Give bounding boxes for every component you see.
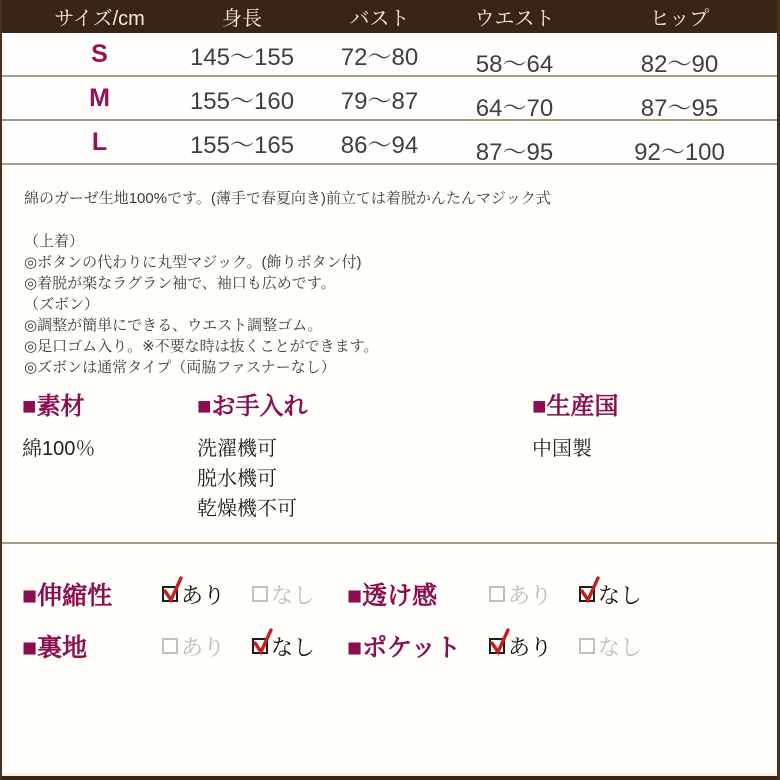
size-chart-table	[2, 0, 777, 165]
section-origin	[532, 386, 777, 524]
square-bullet-icon: ■	[347, 582, 363, 610]
checkbox-icon	[252, 586, 268, 602]
description-line: ◎調整が簡単にできる、ウエスト調整ゴム。	[24, 317, 323, 334]
feature-pocket	[347, 628, 669, 664]
square-bullet-icon: ■	[532, 393, 547, 420]
option-label: あり	[508, 582, 553, 608]
option-label: あり	[508, 634, 553, 660]
height-cell: 155〜160	[189, 87, 295, 115]
description-intro: 綿のガーゼ生地100%です。(薄手で春夏向き)前立ては着脱かんたんマジック式	[24, 190, 551, 207]
checkbox-sheer-no[interactable]	[579, 579, 657, 610]
waist-cell: 58〜64	[475, 50, 554, 78]
feature-checklist	[2, 568, 777, 672]
care-value: 洗濯機可	[197, 438, 277, 460]
hip-cell: 87〜95	[640, 94, 719, 122]
checkbox-lining-no[interactable]	[252, 631, 330, 662]
section-material	[22, 386, 197, 524]
size-label: S	[91, 39, 108, 68]
red-check-icon	[251, 626, 275, 656]
hip-cell: 82〜90	[640, 50, 719, 78]
height-cell: 155〜165	[189, 131, 295, 159]
red-check-icon	[488, 626, 512, 656]
option-label: あり	[181, 634, 226, 660]
bust-cell: 79〜87	[340, 87, 419, 115]
col-header-height: 身長	[222, 8, 262, 30]
checkbox-pocket-yes[interactable]	[489, 631, 567, 662]
section-title: 素材	[36, 393, 85, 420]
col-header-size: サイズ/cm	[54, 8, 145, 30]
red-check-icon	[578, 574, 602, 604]
checkbox-pocket-no[interactable]	[579, 631, 657, 662]
description-line: ◎足口ゴム入り。※不要な時は抜くことができます。	[24, 338, 379, 355]
section-care	[197, 386, 532, 524]
feature-stretch	[22, 576, 347, 612]
checkbox-icon	[162, 638, 178, 654]
info-sections	[2, 386, 777, 524]
col-header-bust: バスト	[349, 8, 410, 30]
description-line: （ズボン）	[24, 296, 100, 313]
description-line: ◎着脱が楽なラグラン袖で、袖口も広めです。	[24, 275, 336, 292]
col-header-hip: ヒップ	[649, 8, 710, 30]
option-label: なし	[598, 634, 643, 660]
feature-lining	[22, 628, 347, 664]
care-value: 乾燥機不可	[197, 498, 297, 520]
size-label: M	[89, 83, 110, 112]
option-label: あり	[181, 582, 226, 608]
description-line: （上着）	[24, 233, 85, 250]
section-title: お手入れ	[211, 393, 308, 420]
feature-title: 裏地	[37, 634, 88, 662]
option-label: なし	[271, 582, 316, 608]
square-bullet-icon: ■	[347, 634, 363, 662]
product-description	[2, 165, 777, 378]
size-table-header	[2, 0, 777, 33]
bust-cell: 72〜80	[340, 43, 419, 71]
square-bullet-icon: ■	[22, 393, 37, 420]
table-row-l	[2, 121, 777, 165]
checkbox-icon	[162, 586, 178, 602]
waist-cell: 64〜70	[475, 94, 554, 122]
checkbox-icon	[579, 586, 595, 602]
square-bullet-icon: ■	[22, 634, 38, 662]
red-check-icon	[161, 574, 185, 604]
checkbox-icon	[489, 586, 505, 602]
checkbox-lining-yes[interactable]	[162, 631, 240, 662]
description-line: ◎ズボンは通常タイプ（両脇ファスナーなし）	[24, 359, 336, 376]
description-line: ◎ボタンの代わりに丸型マジック。(飾りボタン付)	[24, 254, 362, 271]
care-value: 脱水機可	[197, 468, 277, 490]
waist-cell: 87〜95	[475, 138, 554, 166]
material-value: 綿100％	[22, 438, 96, 460]
checkbox-stretch-no[interactable]	[252, 579, 330, 610]
square-bullet-icon: ■	[22, 582, 38, 610]
checkbox-sheer-yes[interactable]	[489, 579, 567, 610]
table-row-s	[2, 33, 777, 77]
checkbox-icon	[579, 638, 595, 654]
checkbox-icon	[489, 638, 505, 654]
height-cell: 145〜155	[189, 43, 295, 71]
size-label: L	[91, 127, 108, 156]
feature-title: 伸縮性	[37, 582, 113, 610]
col-header-waist: ウエスト	[474, 8, 555, 30]
option-label: なし	[271, 634, 316, 660]
bust-cell: 86〜94	[340, 131, 419, 159]
bottom-border-bar	[2, 773, 777, 780]
origin-value: 中国製	[532, 438, 592, 460]
feature-title: ポケット	[362, 634, 461, 662]
feature-sheerness	[347, 576, 669, 612]
horizontal-divider	[2, 542, 777, 544]
checkbox-icon	[252, 638, 268, 654]
hip-cell: 92〜100	[634, 138, 725, 166]
feature-title: 透け感	[362, 582, 438, 610]
section-title: 生産国	[546, 393, 619, 420]
square-bullet-icon: ■	[197, 393, 212, 420]
checkbox-stretch-yes[interactable]	[162, 579, 240, 610]
option-label: なし	[598, 582, 643, 608]
table-row-m	[2, 77, 777, 121]
